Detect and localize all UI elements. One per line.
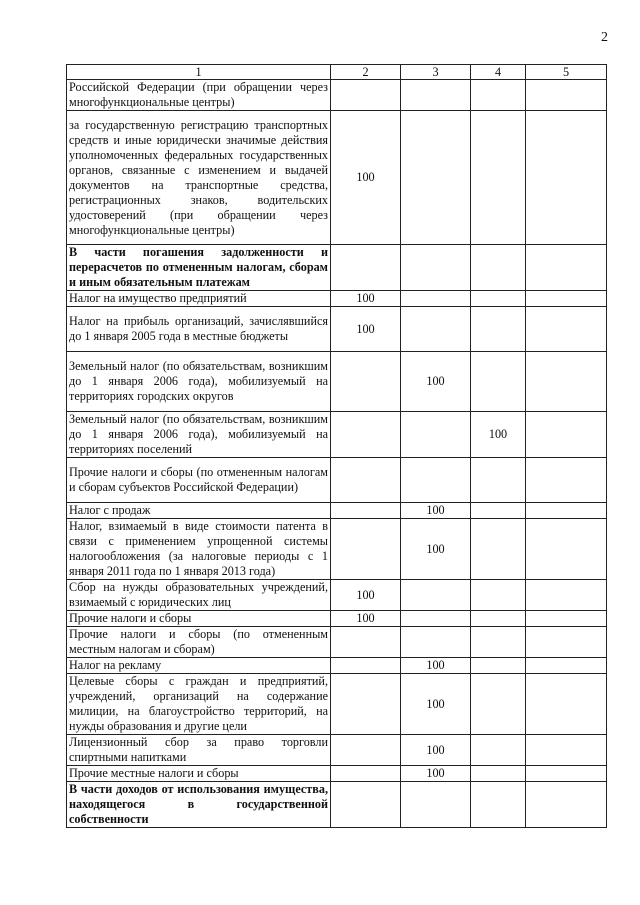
value-cell-col4 <box>471 307 526 352</box>
value-cell-col4 <box>471 580 526 611</box>
value-cell-col4 <box>471 611 526 627</box>
value-cell-col3: 100 <box>401 735 471 766</box>
value-cell-col3 <box>401 291 471 307</box>
value-cell-col5 <box>526 458 607 503</box>
table-row <box>67 658 607 674</box>
value-cell-col5 <box>526 519 607 580</box>
item-name-cell: Прочие налоги и сборы <box>67 611 331 627</box>
value-cell-col3 <box>401 627 471 658</box>
value-cell-col3: 100 <box>401 766 471 782</box>
value-cell-col2 <box>331 519 401 580</box>
item-name-cell: Сбор на нужды образовательных учреждений, взимаемый с юридических лиц <box>67 580 331 611</box>
item-name-cell: Налог на имущество предприятий <box>67 291 331 307</box>
table-row <box>67 245 607 291</box>
value-cell-col2: 100 <box>331 611 401 627</box>
value-cell-col3: 100 <box>401 352 471 412</box>
table-row <box>67 735 607 766</box>
value-cell-col5 <box>526 627 607 658</box>
item-name-cell: Целевые сборы с граждан и предприятий, учреждений, организаций на содержание милиции, на благоустройство территорий, на нужды образования и другие цели <box>67 674 331 735</box>
header-row <box>67 65 607 80</box>
table-row <box>67 611 607 627</box>
value-cell-col3 <box>401 307 471 352</box>
distribution-table <box>66 64 607 828</box>
value-cell-col2: 100 <box>331 580 401 611</box>
item-name-cell: Прочие налоги и сборы (по отмененным налогам и сборам субъектов Российской Федерации) <box>67 458 331 503</box>
item-name-cell: Российской Федерации (при обращении через многофункциональные центры) <box>67 80 331 111</box>
table-row <box>67 291 607 307</box>
item-name-cell: Земельный налог (по обязательствам, возникшим до 1 января 2006 года), мобилизуемый на территориях поселений <box>67 412 331 458</box>
value-cell-col5 <box>526 503 607 519</box>
value-cell-col4 <box>471 503 526 519</box>
value-cell-col2 <box>331 245 401 291</box>
value-cell-col3 <box>401 245 471 291</box>
value-cell-col3: 100 <box>401 503 471 519</box>
value-cell-col5 <box>526 674 607 735</box>
value-cell-col2 <box>331 658 401 674</box>
value-cell-col4 <box>471 674 526 735</box>
section-heading-cell: В части погашения задолженности и перерасчетов по отмененным налогам, сборам и иным обязательным платежам <box>67 245 331 291</box>
value-cell-col5 <box>526 352 607 412</box>
item-name-cell: Лицензионный сбор за право торговли спиртными напитками <box>67 735 331 766</box>
value-cell-col2: 100 <box>331 291 401 307</box>
item-name-cell: Прочие налоги и сборы (по отмененным местным налогам и сборам) <box>67 627 331 658</box>
value-cell-col3 <box>401 611 471 627</box>
value-cell-col4 <box>471 458 526 503</box>
table-row <box>67 627 607 658</box>
value-cell-col4 <box>471 627 526 658</box>
value-cell-col3: 100 <box>401 658 471 674</box>
table-row <box>67 674 607 735</box>
value-cell-col4 <box>471 519 526 580</box>
header-cell-3: 3 <box>401 65 471 80</box>
value-cell-col5 <box>526 80 607 111</box>
item-name-cell: Налог на рекламу <box>67 658 331 674</box>
value-cell-col3 <box>401 412 471 458</box>
table-row <box>67 458 607 503</box>
value-cell-col4 <box>471 111 526 245</box>
value-cell-col5 <box>526 291 607 307</box>
value-cell-col2 <box>331 80 401 111</box>
header-cell-1: 1 <box>67 65 331 80</box>
value-cell-col3 <box>401 782 471 828</box>
item-name-cell: Налог, взимаемый в виде стоимости патента в связи с применением упрощенной системы налогообложения (за налоговые периоды с 1 января 2011 года по 1 января 2013 года) <box>67 519 331 580</box>
value-cell-col2 <box>331 412 401 458</box>
value-cell-col2 <box>331 503 401 519</box>
table-row <box>67 80 607 111</box>
header-cell-5: 5 <box>526 65 607 80</box>
value-cell-col5 <box>526 412 607 458</box>
value-cell-col4 <box>471 782 526 828</box>
value-cell-col4: 100 <box>471 412 526 458</box>
value-cell-col3: 100 <box>401 519 471 580</box>
table-row <box>67 352 607 412</box>
value-cell-col4 <box>471 735 526 766</box>
value-cell-col2: 100 <box>331 111 401 245</box>
value-cell-col5 <box>526 307 607 352</box>
value-cell-col2 <box>331 627 401 658</box>
table-row <box>67 580 607 611</box>
value-cell-col4 <box>471 352 526 412</box>
value-cell-col5 <box>526 735 607 766</box>
item-name-cell: Налог на прибыль организаций, зачислявшийся до 1 января 2005 года в местные бюджеты <box>67 307 331 352</box>
value-cell-col2 <box>331 352 401 412</box>
value-cell-col3 <box>401 80 471 111</box>
value-cell-col5 <box>526 658 607 674</box>
value-cell-col3: 100 <box>401 674 471 735</box>
table-row <box>67 766 607 782</box>
value-cell-col5 <box>526 245 607 291</box>
header-cell-4: 4 <box>471 65 526 80</box>
value-cell-col2 <box>331 782 401 828</box>
value-cell-col5 <box>526 580 607 611</box>
value-cell-col2: 100 <box>331 307 401 352</box>
value-cell-col3 <box>401 458 471 503</box>
item-name-cell: Земельный налог (по обязательствам, возникшим до 1 января 2006 года), мобилизуемый на территориях городских округов <box>67 352 331 412</box>
table-row <box>67 782 607 828</box>
item-name-cell: Прочие местные налоги и сборы <box>67 766 331 782</box>
value-cell-col3 <box>401 580 471 611</box>
value-cell-col5 <box>526 111 607 245</box>
table-row <box>67 519 607 580</box>
value-cell-col4 <box>471 766 526 782</box>
value-cell-col4 <box>471 291 526 307</box>
value-cell-col5 <box>526 611 607 627</box>
value-cell-col2 <box>331 735 401 766</box>
value-cell-col5 <box>526 782 607 828</box>
value-cell-col2 <box>331 458 401 503</box>
value-cell-col5 <box>526 766 607 782</box>
page-number: 2 <box>601 30 608 45</box>
table-row <box>67 307 607 352</box>
item-name-cell: Налог с продаж <box>67 503 331 519</box>
section-heading-cell: В части доходов от использования имущества, находящегося в государственной собственности <box>67 782 331 828</box>
value-cell-col4 <box>471 245 526 291</box>
value-cell-col4 <box>471 80 526 111</box>
table-row <box>67 412 607 458</box>
value-cell-col4 <box>471 658 526 674</box>
value-cell-col3 <box>401 111 471 245</box>
header-cell-2: 2 <box>331 65 401 80</box>
value-cell-col2 <box>331 674 401 735</box>
value-cell-col2 <box>331 766 401 782</box>
item-name-cell: за государственную регистрацию транспортных средств и иные юридически значимые действия уполномоченных федеральных государственных органов, связанные с изменением и выдачей документов на транспортные средства, регистрационных знаков, водительских удостоверений (при обращении через многофункциональные центры) <box>67 111 331 245</box>
table-row <box>67 111 607 245</box>
table-row <box>67 503 607 519</box>
